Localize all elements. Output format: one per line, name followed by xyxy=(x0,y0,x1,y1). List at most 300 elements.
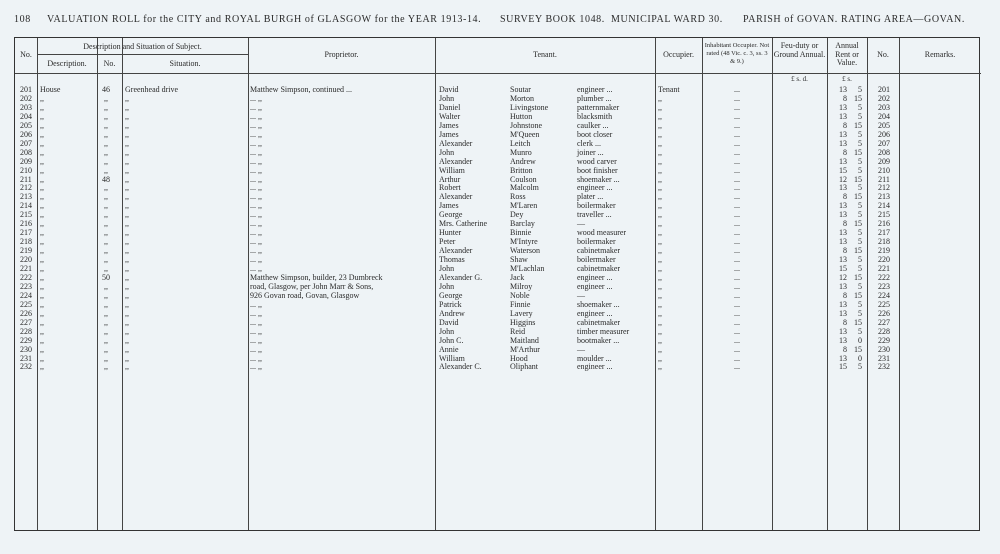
table-row xyxy=(15,264,981,273)
proprietor: ... ,, xyxy=(250,147,262,157)
col-header-num: No. xyxy=(103,59,116,68)
proprietor: ... ,, xyxy=(250,362,262,372)
table-row xyxy=(15,246,981,255)
tenant-surname: M'Queen xyxy=(510,129,540,139)
proprietor: ... ,, xyxy=(250,192,262,202)
tenant-surname: Leitch xyxy=(510,138,531,148)
situation: ,, xyxy=(125,228,129,238)
row-number: 208 xyxy=(20,147,32,157)
row-number-right: 221 xyxy=(878,264,890,273)
row-number-right: 208 xyxy=(878,147,890,157)
situation: ,, xyxy=(125,317,129,327)
house-number: ,, xyxy=(104,308,108,318)
row-number: 206 xyxy=(20,129,32,139)
col-header-feu-duty: Feu-duty or Ground Annual. xyxy=(773,41,826,59)
description: ,, xyxy=(40,129,44,139)
proprietor: ... ,, xyxy=(250,174,262,184)
rent-pounds: 8 xyxy=(843,120,847,130)
occupier: ,, xyxy=(658,344,662,354)
tenant-first-name: David xyxy=(439,317,459,327)
tenant-occupation: cabinetmaker xyxy=(577,246,621,256)
row-number: 212 xyxy=(20,183,32,193)
row-number: 224 xyxy=(20,290,32,300)
proprietor: Matthew Simpson, builder, 23 Dumbreck xyxy=(250,272,383,282)
inhabitant-not-rated: ... xyxy=(734,290,740,300)
rent-shillings: 5 xyxy=(858,129,862,139)
col-header-situation: Situation. xyxy=(169,59,201,68)
proprietor: Matthew Simpson, continued ... xyxy=(250,85,352,94)
rent-pounds: 15 xyxy=(839,165,847,175)
inhabitant-not-rated: ... xyxy=(734,192,740,202)
description: ,, xyxy=(40,174,44,184)
occupier: ,, xyxy=(658,308,662,318)
proprietor: ... ,, xyxy=(250,228,262,238)
proprietor: ... ,, xyxy=(250,299,262,309)
rent-shillings: 5 xyxy=(858,299,862,309)
inhabitant-not-rated: ... xyxy=(734,326,740,336)
rent-pounds: 8 xyxy=(843,192,847,202)
tenant-occupation: joiner ... xyxy=(577,147,604,157)
row-number-right: 225 xyxy=(878,299,890,309)
row-number: 227 xyxy=(20,317,32,327)
situation: ,, xyxy=(125,201,129,211)
tenant-surname: Morton xyxy=(510,93,534,103)
rent-pounds: 13 xyxy=(839,85,847,94)
rent-shillings: 5 xyxy=(858,308,862,318)
page-number: 108 xyxy=(14,14,31,25)
tenant-surname: Soutar xyxy=(510,85,531,94)
col-header-description: Description. xyxy=(47,59,87,68)
situation: ,, xyxy=(125,335,129,345)
tenant-first-name: Alexander G. xyxy=(439,272,483,282)
tenant-occupation: clerk ... xyxy=(577,138,601,148)
house-number: ,, xyxy=(104,219,108,229)
rent-shillings: 15 xyxy=(854,174,862,184)
description: ,, xyxy=(40,201,44,211)
inhabitant-not-rated: ... xyxy=(734,308,740,318)
rent-shillings: 15 xyxy=(854,147,862,157)
tenant-surname: Waterson xyxy=(510,246,541,256)
situation: ,, xyxy=(125,353,129,363)
description: ,, xyxy=(40,147,44,157)
row-number-right: 227 xyxy=(878,317,890,327)
rent-pounds: 12 xyxy=(839,174,847,184)
table-row xyxy=(15,255,981,264)
situation: ,, xyxy=(125,147,129,157)
occupier: ,, xyxy=(658,299,662,309)
tenant-surname: Ross xyxy=(510,192,526,202)
occupier: ,, xyxy=(658,192,662,202)
description: ,, xyxy=(40,228,44,238)
proprietor: ... ,, xyxy=(250,344,262,354)
house-number: ,, xyxy=(104,111,108,121)
inhabitant-not-rated: ... xyxy=(734,246,740,256)
house-number: ,, xyxy=(104,255,108,265)
tenant-first-name: Alexander xyxy=(439,192,473,202)
house-number: ,, xyxy=(104,138,108,148)
rent-pounds: 13 xyxy=(839,138,847,148)
row-number-right: 209 xyxy=(878,156,890,166)
tenant-first-name: John xyxy=(439,93,455,103)
row-number-right: 229 xyxy=(878,335,890,345)
col-header-description-group: Description and Situation of Subject. xyxy=(83,42,202,51)
inhabitant-not-rated: ... xyxy=(734,317,740,327)
table-row xyxy=(15,282,981,291)
house-number: 48 xyxy=(102,174,110,184)
roll-title: VALUATION ROLL for the CITY and ROYAL BURGH of GLASGOW for the YEAR 1913-14. xyxy=(47,14,482,25)
occupier: ,, xyxy=(658,210,662,220)
rent-pounds: 8 xyxy=(843,290,847,300)
rent-pounds: 13 xyxy=(839,183,847,193)
inhabitant-not-rated: ... xyxy=(734,102,740,112)
row-number: 223 xyxy=(20,281,32,291)
tenant-surname: Finnie xyxy=(510,299,531,309)
rent-pounds: 13 xyxy=(839,281,847,291)
tenant-surname: Binnie xyxy=(510,228,532,238)
occupier: ,, xyxy=(658,219,662,229)
inhabitant-not-rated: ... xyxy=(734,183,740,193)
occupier: ,, xyxy=(658,264,662,273)
rent-pounds: 12 xyxy=(839,272,847,282)
rent-shillings: 15 xyxy=(854,317,862,327)
house-number: ,, xyxy=(104,290,108,300)
house-number: ,, xyxy=(104,201,108,211)
description: ,, xyxy=(40,255,44,265)
row-number: 214 xyxy=(20,201,32,211)
tenant-surname: M'Lachlan xyxy=(510,264,545,273)
row-number: 226 xyxy=(20,308,32,318)
rent-pounds: 13 xyxy=(839,299,847,309)
situation: ,, xyxy=(125,264,129,273)
rent-pounds: 13 xyxy=(839,111,847,121)
situation: ,, xyxy=(125,111,129,121)
tenant-first-name: John C. xyxy=(439,335,464,345)
tenant-occupation: shoemaker ... xyxy=(577,174,620,184)
proprietor: ... ,, xyxy=(250,156,262,166)
description: ,, xyxy=(40,210,44,220)
occupier: ,, xyxy=(658,165,662,175)
description: ,, xyxy=(40,93,44,103)
house-number: ,, xyxy=(104,192,108,202)
rent-shillings: 5 xyxy=(858,210,862,220)
proprietor: ... ,, xyxy=(250,201,262,211)
rent-shillings: 5 xyxy=(858,281,862,291)
tenant-first-name: Robert xyxy=(439,183,461,193)
situation: ,, xyxy=(125,138,129,148)
description: ,, xyxy=(40,308,44,318)
row-number: 217 xyxy=(20,228,32,238)
house-number: ,, xyxy=(104,281,108,291)
tenant-surname: Hood xyxy=(510,353,528,363)
occupier: ,, xyxy=(658,317,662,327)
occupier: ,, xyxy=(658,111,662,121)
occupier: ,, xyxy=(658,228,662,238)
tenant-surname: Coulson xyxy=(510,174,537,184)
inhabitant-not-rated: ... xyxy=(734,85,740,94)
occupier: ,, xyxy=(658,156,662,166)
row-number: 222 xyxy=(20,272,32,282)
occupier: ,, xyxy=(658,93,662,103)
table-row xyxy=(15,112,981,121)
table-row xyxy=(15,94,981,103)
table-row xyxy=(15,345,981,354)
tenant-surname: Shaw xyxy=(510,255,528,265)
tenant-surname: Jack xyxy=(510,272,525,282)
situation: ,, xyxy=(125,93,129,103)
house-number: ,, xyxy=(104,237,108,247)
rent-pounds: 15 xyxy=(839,362,847,372)
row-number: 205 xyxy=(20,120,32,130)
house-number: ,, xyxy=(104,129,108,139)
survey-book: SURVEY BOOK 1048. xyxy=(500,14,605,25)
tenant-surname: Milroy xyxy=(510,281,533,291)
table-row xyxy=(15,309,981,318)
tenant-occupation: boilermaker xyxy=(577,201,616,211)
inhabitant-not-rated: ... xyxy=(734,335,740,345)
proprietor: road, Glasgow, per John Marr & Sons, xyxy=(250,281,374,291)
tenant-occupation: traveller ... xyxy=(577,210,612,220)
occupier: ,, xyxy=(658,147,662,157)
tenant-first-name: Thomas xyxy=(439,255,465,265)
tenant-occupation: boilermaker xyxy=(577,237,616,247)
description: ,, xyxy=(40,102,44,112)
table-row xyxy=(15,291,981,300)
tenant-first-name: William xyxy=(439,353,465,363)
row-number: 201 xyxy=(20,85,32,94)
proprietor: ... ,, xyxy=(250,102,262,112)
row-number: 216 xyxy=(20,219,32,229)
rent-pounds: 13 xyxy=(839,228,847,238)
house-number: ,, xyxy=(104,317,108,327)
occupier: ,, xyxy=(658,290,662,300)
tenant-first-name: John xyxy=(439,147,455,157)
inhabitant-not-rated: ... xyxy=(734,228,740,238)
row-number: 219 xyxy=(20,246,32,256)
inhabitant-not-rated: ... xyxy=(734,299,740,309)
row-number-right: 231 xyxy=(878,353,890,363)
row-number: 228 xyxy=(20,326,32,336)
row-number-right: 214 xyxy=(878,201,890,211)
situation: ,, xyxy=(125,299,129,309)
row-number: 210 xyxy=(20,165,32,175)
situation: ,, xyxy=(125,290,129,300)
rent-pounds: 13 xyxy=(839,201,847,211)
row-number-right: 219 xyxy=(878,246,890,256)
rent-shillings: 5 xyxy=(858,156,862,166)
proprietor: ... ,, xyxy=(250,165,262,175)
situation: ,, xyxy=(125,246,129,256)
parish: PARISH of GOVAN. xyxy=(743,14,838,25)
row-number-right: 202 xyxy=(878,93,890,103)
tenant-occupation: boot closer xyxy=(577,129,613,139)
description: ,, xyxy=(40,299,44,309)
tenant-occupation: timber measurer xyxy=(577,326,630,336)
feu-units: £ s. d. xyxy=(791,75,808,83)
occupier: ,, xyxy=(658,326,662,336)
tenant-surname: M'Laren xyxy=(510,201,538,211)
rent-shillings: 5 xyxy=(858,255,862,265)
rent-pounds: 13 xyxy=(839,255,847,265)
situation: ,, xyxy=(125,165,129,175)
table-row xyxy=(15,192,981,201)
description: ,, xyxy=(40,264,44,273)
tenant-first-name: Arthur xyxy=(439,174,461,184)
inhabitant-not-rated: ... xyxy=(734,219,740,229)
house-number: ,, xyxy=(104,156,108,166)
tenant-surname: M'Intyre xyxy=(510,237,538,247)
rent-pounds: 8 xyxy=(843,344,847,354)
inhabitant-not-rated: ... xyxy=(734,281,740,291)
situation: ,, xyxy=(125,326,129,336)
occupier: ,, xyxy=(658,183,662,193)
rent-pounds: 8 xyxy=(843,147,847,157)
tenant-surname: Malcolm xyxy=(510,183,539,193)
row-number-right: 210 xyxy=(878,165,890,175)
occupier: ,, xyxy=(658,201,662,211)
rent-pounds: 8 xyxy=(843,93,847,103)
col-header-annual-rent: Annual Rent or Value. xyxy=(835,41,859,67)
tenant-first-name: Walter xyxy=(439,111,461,121)
rent-pounds: 13 xyxy=(839,308,847,318)
rent-pounds: 13 xyxy=(839,335,847,345)
situation: ,, xyxy=(125,156,129,166)
inhabitant-not-rated: ... xyxy=(734,255,740,265)
rent-pounds: 8 xyxy=(843,219,847,229)
row-number-right: 226 xyxy=(878,308,890,318)
tenant-first-name: David xyxy=(439,85,459,94)
tenant-occupation: plater ... xyxy=(577,192,604,202)
tenant-surname: M'Arthur xyxy=(510,344,540,354)
row-number: 204 xyxy=(20,111,32,121)
row-number-right: 213 xyxy=(878,192,890,202)
description: ,, xyxy=(40,120,44,130)
col-header-no: No. xyxy=(20,50,32,59)
row-number-right: 228 xyxy=(878,326,890,336)
occupier: ,, xyxy=(658,246,662,256)
row-number-right: 211 xyxy=(878,174,890,184)
rent-shillings: 5 xyxy=(858,183,862,193)
situation: ,, xyxy=(125,237,129,247)
description: ,, xyxy=(40,353,44,363)
rent-shillings: 15 xyxy=(854,290,862,300)
situation: ,, xyxy=(125,308,129,318)
tenant-first-name: John xyxy=(439,281,455,291)
row-number: 218 xyxy=(20,237,32,247)
description: ,, xyxy=(40,165,44,175)
table-row xyxy=(15,300,981,309)
rent-shillings: 5 xyxy=(858,326,862,336)
proprietor: 926 Govan road, Govan, Glasgow xyxy=(250,290,360,300)
situation: ,, xyxy=(125,344,129,354)
tenant-surname: Dey xyxy=(510,210,524,220)
rent-shillings: 15 xyxy=(854,93,862,103)
rent-shillings: 5 xyxy=(858,111,862,121)
table-row xyxy=(15,237,981,246)
rent-pounds: 8 xyxy=(843,246,847,256)
tenant-first-name: John xyxy=(439,264,455,273)
house-number: ,, xyxy=(104,228,108,238)
tenant-occupation: engineer ... xyxy=(577,281,613,291)
tenant-first-name: George xyxy=(439,210,463,220)
tenant-first-name: William xyxy=(439,165,465,175)
tenant-occupation: engineer ... xyxy=(577,272,613,282)
rent-shillings: 5 xyxy=(858,228,862,238)
situation: ,, xyxy=(125,102,129,112)
proprietor: ... ,, xyxy=(250,93,262,103)
row-number-right: 212 xyxy=(878,183,890,193)
row-number-right: 232 xyxy=(878,362,890,372)
tenant-surname: Hutton xyxy=(510,111,533,121)
tenant-occupation: shoemaker ... xyxy=(577,299,620,309)
inhabitant-not-rated: ... xyxy=(734,147,740,157)
situation: ,, xyxy=(125,272,129,282)
description: ,, xyxy=(40,317,44,327)
tenant-first-name: Alexander xyxy=(439,246,473,256)
description: ,, xyxy=(40,237,44,247)
rent-pounds: 13 xyxy=(839,210,847,220)
rent-shillings: 5 xyxy=(858,362,862,372)
row-number-right: 220 xyxy=(878,255,890,265)
tenant-first-name: Peter xyxy=(439,237,456,247)
rent-pounds: 13 xyxy=(839,102,847,112)
description: ,, xyxy=(40,344,44,354)
col-header-tenant: Tenant. xyxy=(533,50,557,59)
tenant-occupation: — xyxy=(577,219,585,229)
occupier: ,, xyxy=(658,129,662,139)
house-number: ,, xyxy=(104,210,108,220)
house-number: ,, xyxy=(104,264,108,273)
tenant-occupation: plumber ... xyxy=(577,93,612,103)
inhabitant-not-rated: ... xyxy=(734,344,740,354)
row-number-right: 201 xyxy=(878,85,890,94)
inhabitant-not-rated: ... xyxy=(734,353,740,363)
row-number-right: 203 xyxy=(878,102,890,112)
house-number: ,, xyxy=(104,246,108,256)
situation: ,, xyxy=(125,174,129,184)
inhabitant-not-rated: ... xyxy=(734,93,740,103)
tenant-first-name: Hunter xyxy=(439,228,462,238)
table-row xyxy=(15,130,981,139)
proprietor: ... ,, xyxy=(250,353,262,363)
valuation-table xyxy=(14,37,980,531)
rent-shillings: 15 xyxy=(854,246,862,256)
table-row xyxy=(15,103,981,112)
occupier: Tenant xyxy=(658,85,680,94)
tenant-occupation: engineer ... xyxy=(577,183,613,193)
page-header xyxy=(14,14,989,30)
row-number: 231 xyxy=(20,353,32,363)
occupier: ,, xyxy=(658,281,662,291)
inhabitant-not-rated: ... xyxy=(734,264,740,273)
row-number: 215 xyxy=(20,210,32,220)
row-number-right: 217 xyxy=(878,228,890,238)
rent-shillings: 5 xyxy=(858,201,862,211)
tenant-occupation: patternmaker xyxy=(577,102,620,112)
house-number: ,, xyxy=(104,299,108,309)
table-row xyxy=(15,318,981,327)
rent-shillings: 5 xyxy=(858,85,862,94)
rent-shillings: 15 xyxy=(854,344,862,354)
row-number: 213 xyxy=(20,192,32,202)
row-number-right: 215 xyxy=(878,210,890,220)
situation: ,, xyxy=(125,219,129,229)
tenant-first-name: James xyxy=(439,129,459,139)
col-header-inhabitant: Inhabitant Occupier. Not rated (48 Vic. c. 3, ss. 3 & 9.) xyxy=(704,42,770,65)
situation: ,, xyxy=(125,120,129,130)
inhabitant-not-rated: ... xyxy=(734,174,740,184)
rent-pounds: 13 xyxy=(839,156,847,166)
table-row xyxy=(15,210,981,219)
